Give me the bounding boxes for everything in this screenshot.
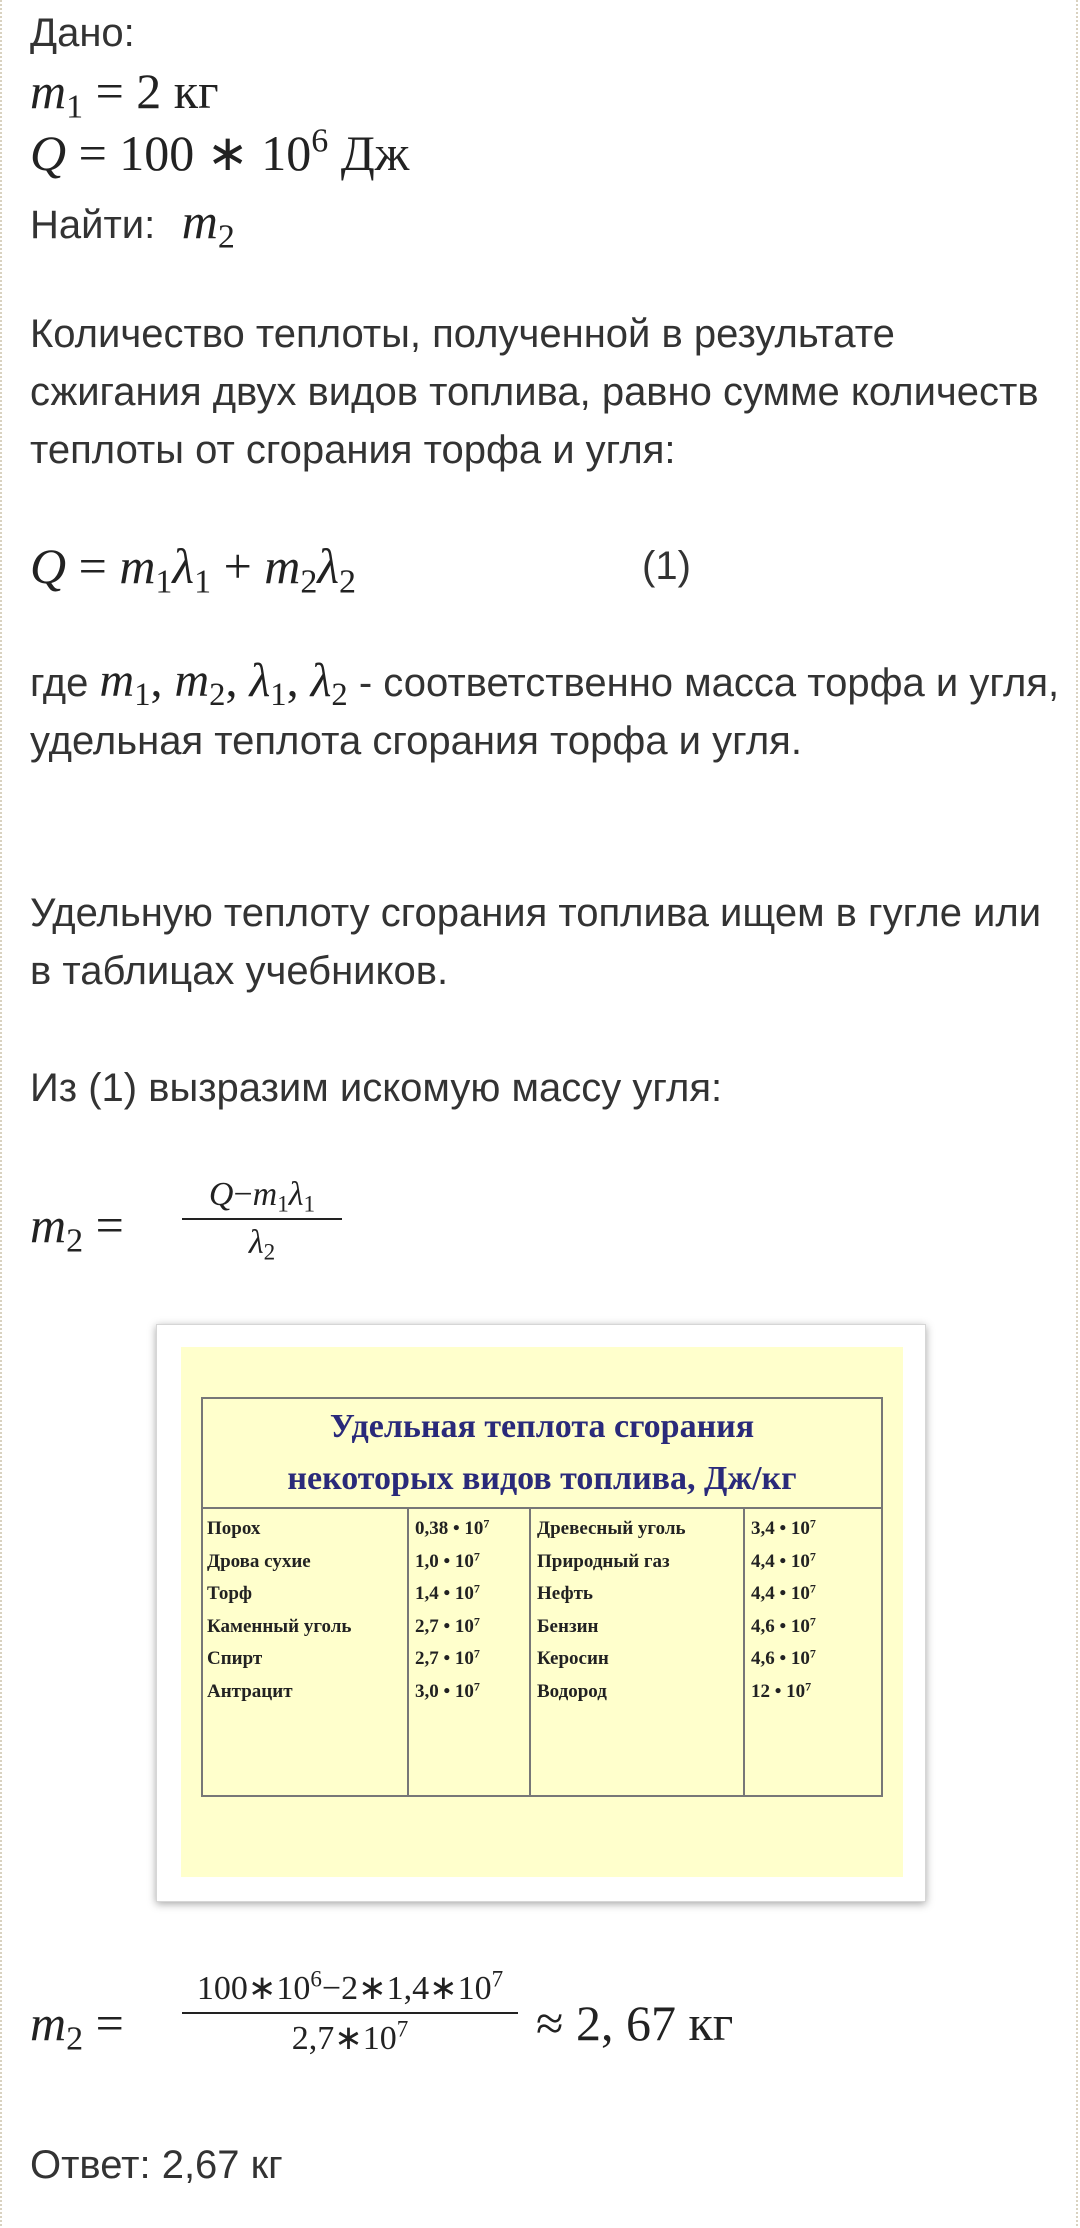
table-fuel-value: 0,38 • $10^7$ [415,1516,490,1539]
formula-final-result: ≈ 2, 67 кг [536,1995,734,2051]
table-fuel-value: 4,6 • $10^7$ [751,1646,816,1669]
formula2-lhs-var: m [30,1197,67,1253]
definitions-suffix: - соответственно масса торфа и угля, удельная теплота сгорания торфа и угля. [30,661,1060,763]
equation-1: $Q = m_1\lambda_1 + m_2\lambda_2$ [30,538,357,601]
equation-1-number: (1) [642,544,691,588]
fuel-heat-table-image [156,1324,926,1902]
table-title-line1: Удельная теплота сгорания [329,1408,755,1445]
formula2-numerator: $Q-m_1\lambda_1$ [208,1176,316,1218]
table-fuel-value: 1,4 • $10^7$ [415,1581,480,1604]
answer: Ответ: 2,67 кг [30,2143,283,2187]
table-fuel-value: 3,0 • $10^7$ [415,1678,480,1702]
formula-final-lhs: $m_2$ = [30,1995,124,2058]
column-divider [529,1507,531,1797]
table-fuel-value: 4,4 • $10^7$ [751,1548,816,1572]
formula2-lhs-sub: 2 [66,1222,84,1260]
given-mass-line [30,62,219,126]
table-fuel-value: 4,6 • $10^7$ [751,1613,816,1637]
table-fuel-name: Спирт [207,1648,263,1669]
paragraph-definitions [30,652,1060,770]
table-fuel-value: 4,4 • $10^7$ [751,1581,816,1604]
table-fuel-value: 3,4 • $10^7$ [751,1516,816,1539]
given-heading: Дано: [30,11,135,55]
fraction-bar [182,2012,518,2014]
table-fuel-name: Бензин [537,1615,599,1637]
formula-final-fraction [182,1968,518,2058]
table-fuel-value: 12 • $10^7$ [751,1678,812,1702]
table-fuel-name: Торф [207,1583,253,1604]
table-fuel-name: Порох [207,1518,261,1539]
find-line [30,192,235,254]
table-fuel-value: 1,0 • $10^7$ [415,1548,480,1572]
table-title-line2: некоторых видов топлива, Дж/кг [287,1460,797,1497]
formula-m2-fraction [182,1176,342,1266]
q-exponent: 6 [311,122,329,160]
table-title [203,1399,881,1509]
paragraph-heat-sum: Количество теплоты, полученной в результате сжигания двух видов топлива, равно сумме количеств теплоты от сгорания торфа и угля: [30,312,1039,472]
formula3-numerator: $100∗10^6-2∗1,4∗10^7$ [196,1966,504,2007]
table-fuel-value: 2,7 • $10^7$ [415,1646,480,1669]
find-label: Найти: [30,203,156,247]
fraction-bar [182,1218,342,1220]
table-background [181,1347,903,1877]
find-var: m [181,193,218,249]
m1-symbol: m [30,63,67,119]
q-symbol: Q [30,125,67,181]
table-fuel-name: Водород [537,1680,607,1702]
m1-subscript: 1 [66,88,84,126]
formula3-lhs-var: m [30,1995,67,2051]
table-fuel-name: Древесный уголь [537,1518,686,1539]
paragraph-search-hint: Удельную теплоту сгорания топлива ищем в гугле или в таблицах учебников. [30,891,1042,993]
table-fuel-name: Антрацит [207,1680,293,1702]
definitions-prefix: где [30,661,89,705]
given-heat-line [30,124,409,182]
table-fuel-name: Природный газ [537,1550,670,1572]
formula2-denominator: $\lambda_2$ [248,1224,276,1266]
column-divider [407,1507,409,1797]
column-divider [743,1507,745,1797]
m1-value: = 2 кг [83,63,219,119]
formula3-lhs-sub: 2 [66,2020,84,2058]
table-fuel-value: 2,7 • $10^7$ [415,1613,480,1637]
q-value: = 100 ∗ 10 [66,125,312,181]
paragraph-express: Из (1) вызразим искомую массу угля: [30,1066,723,1110]
q-unit: Дж [328,125,410,181]
find-target [181,193,235,256]
formula3-denominator: $2,7∗10^7$ [291,2016,409,2057]
definitions-symbols: $m_1$, $m_2$, $\lambda_1$, $\lambda_2$ [99,654,348,714]
formula-m2-lhs: $m_2$ = [30,1197,124,1260]
table-fuel-name: Керосин [537,1648,609,1669]
table-fuel-name: Нефть [537,1583,593,1604]
table-fuel-name: Дрова сухие [207,1550,311,1572]
fuel-heat-table [201,1397,883,1797]
find-subscript: 2 [217,218,235,256]
table-fuel-name: Каменный уголь [207,1615,352,1637]
